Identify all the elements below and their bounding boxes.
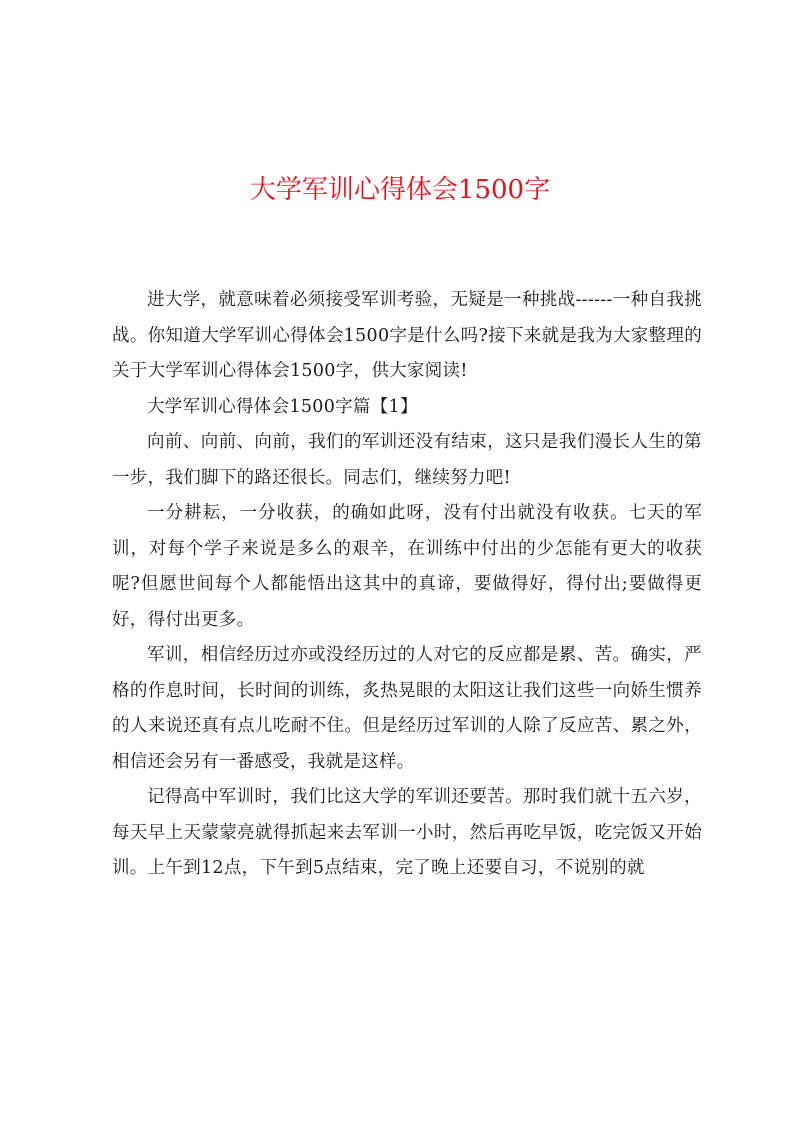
paragraph-intro: 进大学，就意味着必须接受军训考验，无疑是一种挑战------一种自我挑战。你知道大学军训心得体会1500字是什么吗?接下来就是我为大家整理的关于大学军训心得体会1500字，供大家阅读! <box>112 290 702 381</box>
document-body <box>112 283 702 887</box>
section-heading: 大学军训心得体会1500字篇【1】 <box>147 396 418 417</box>
paragraph: 一分耕耘，一分收获，的确如此呀，没有付出就没有收获。七天的军训，对每个学子来说是多么的艰辛，在训练中付出的少怎能有更大的收获呢?但愿世间每个人都能悟出这其中的真谛，要做得好，得付出;要做得更好，得付出更多。 <box>112 503 702 630</box>
paragraph: 向前、向前、向前，我们的军训还没有结束，这只是我们漫长人生的第一步，我们脚下的路还很长。同志们，继续努力吧! <box>112 432 702 488</box>
paragraph: 记得高中军训时，我们比这大学的军训还要苦。那时我们就十五六岁，每天早上天蒙蒙亮就得抓起来去军训一小时，然后再吃早饭，吃完饭又开始训。上午到12点，下午到5点结束，完了晚上还要自习，不说别的就 <box>112 787 702 878</box>
paragraph: 军训，相信经历过亦或没经历过的人对它的反应都是累、苦。确实，严格的作息时间，长时间的训练，炙热晃眼的太阳这让我们这些一向娇生惯养的人来说还真有点儿吃耐不住。但是经历过军训的人除了反应苦、累之外，相信还会另有一番感受，我就是这样。 <box>112 645 702 772</box>
document-title: 大学军训心得体会1500字 <box>249 175 551 205</box>
